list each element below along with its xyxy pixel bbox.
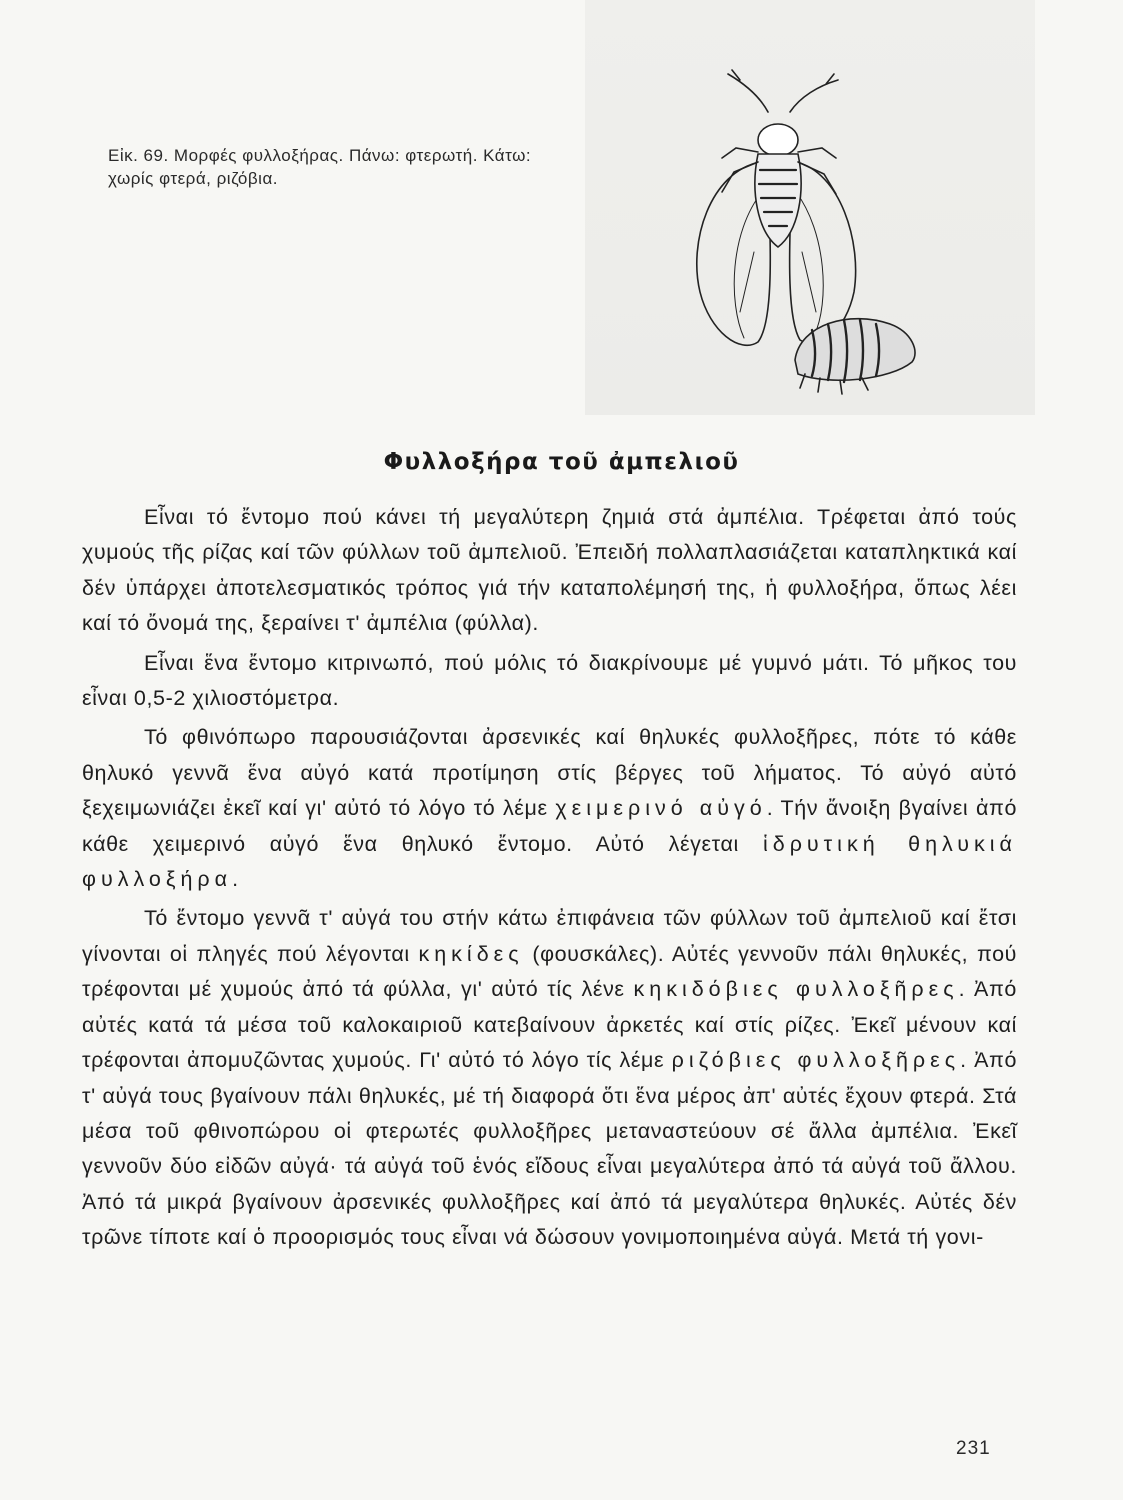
paragraph-4 — [82, 901, 1017, 1255]
page-number: 231 — [956, 1438, 991, 1459]
phylloxera-illustration — [640, 62, 940, 407]
paragraph-4-text-c: . Ἀπό αὐτές κατά τά μέσα τοῦ καλοκαιριοῦ κατεβαίνουν ἀρκετές καί στίς ρίζες. Ἐκεῖ μένουν καί τρέφονται ἀπομυζῶντας χυμούς. Γι' αὐτό τό λόγο τίς λέμε — [82, 977, 1017, 1073]
term-galls: κηκίδες — [418, 941, 524, 966]
paragraph-4-text-b: (φουσκάλες). Αὐτές γεννοῦν πάλι θηλυκές, πού τρέφονται μέ χυμούς ἀπό τά φύλλα, γι' αὐτό τίς λένε — [82, 941, 1017, 1002]
paragraph-3-text-c: . — [232, 867, 239, 892]
term-root-phylloxera: ριζόβιες φυλλοξῆρες — [671, 1048, 961, 1073]
figure-caption: Εἰκ. 69. Μορφές φυλλοξήρας. Πάνω: φτερωτή. Κάτω: χωρίς φτερά, ριζόβια. — [108, 146, 532, 188]
paragraph-3-text-b: . Τήν ἄνοιξη βγαίνει ἀπό κάθε χειμερινό αὐγό ἕνα θηλυκό ἔντομο. Αὐτό λέγεται — [82, 796, 1018, 856]
paragraph-4-text-a: Τό ἔντομο γεννᾶ τ' αὐγά του στήν κάτω ἐπιφάνεια τῶν φύλλων τοῦ ἀμπελιοῦ καί ἔτσι γίνονται οἱ πληγές πού λέγονται — [82, 906, 1017, 966]
paragraph-1: Εἶναι τό ἔντομο πού κάνει τή μεγαλύτερη ζημιά στά ἀμπέλια. Τρέφεται ἀπό τούς χυμούς τῆς ρίζας καί τῶν φύλλων τοῦ ἀμπελιοῦ. Ἐπειδή πολλαπλασιάζεται καταπληκτικά καί δέν ὑπάρχει ἀποτελεσματικός τρόπος γιά τήν καταπολέμησή της, ἡ φυλλοξήρα, ὅπως λέει καί τό ὄνομά της, ξεραίνει τ' ἀμπέλια (φύλλα). — [82, 505, 1017, 636]
paragraph-3-text-a: Τό φθινόπωρο παρουσιάζονται ἀρσενικές καί θηλυκές φυλλοξῆρες, πότε τό κάθε θηλυκό γεννᾶ ἕνα αὐγό κατά προτίμηση στίς βέργες τοῦ λήματος. Τό αὐγό αὐτό ξεχειμωνιάζει ἐκεῖ καί γι' αὐτό τό λόγο τό λέμε — [82, 725, 1017, 821]
term-founding-female: ἱδρυτική θηλυκιά φυλλοξήρα — [82, 831, 1017, 892]
paragraph-3 — [82, 720, 1017, 897]
section-heading: Φυλλοξήρα τοῦ ἀμπελιοῦ — [383, 449, 740, 475]
term-winter-egg: χειμερινό αὐγό — [555, 796, 767, 821]
paragraph-4-text-d: . Ἀπό τ' αὐγά τους βγαίνουν πάλι θηλυκές, μέ τή διαφορά ὅτι ἕνα μέρος ἀπ' αὐτές ἔχουν φτερά. Στά μέσα τοῦ φθινοπώρου οἱ φτερωτές φυλλοξῆρες μεταναστεύουν σέ ἄλλα ἀμπέλια. Ἐκεῖ γεννοῦν δύο εἰδῶν αὐγά· τά αὐγά τοῦ ἑνός εἴδους εἶναι μεγαλύτερα ἀπό τά αὐγά τοῦ ἄλλου. Ἀπό τά μικρά βγαίνουν ἀρσενικές φυλλοξῆρες καί ἀπό τά μεγαλύτερα θηλυκές. Αὐτές δέν τρῶνε τίποτε καί ὁ προορισμός τους εἶναι νά δώσουν γονιμοποιημένα αὐγά. Μετά τή γονι- — [82, 1048, 1017, 1250]
paragraph-2: Εἶναι ἕνα ἔντομο κιτρινωπό, πού μόλις τό διακρίνουμε μέ γυμνό μάτι. Τό μῆκος του εἶναι 0,5-2 χιλιοστόμετρα. — [82, 650, 1017, 711]
body-text — [82, 500, 1017, 1256]
term-gall-phylloxera: κηκιδόβιες φυλλοξῆρες — [633, 977, 959, 1002]
